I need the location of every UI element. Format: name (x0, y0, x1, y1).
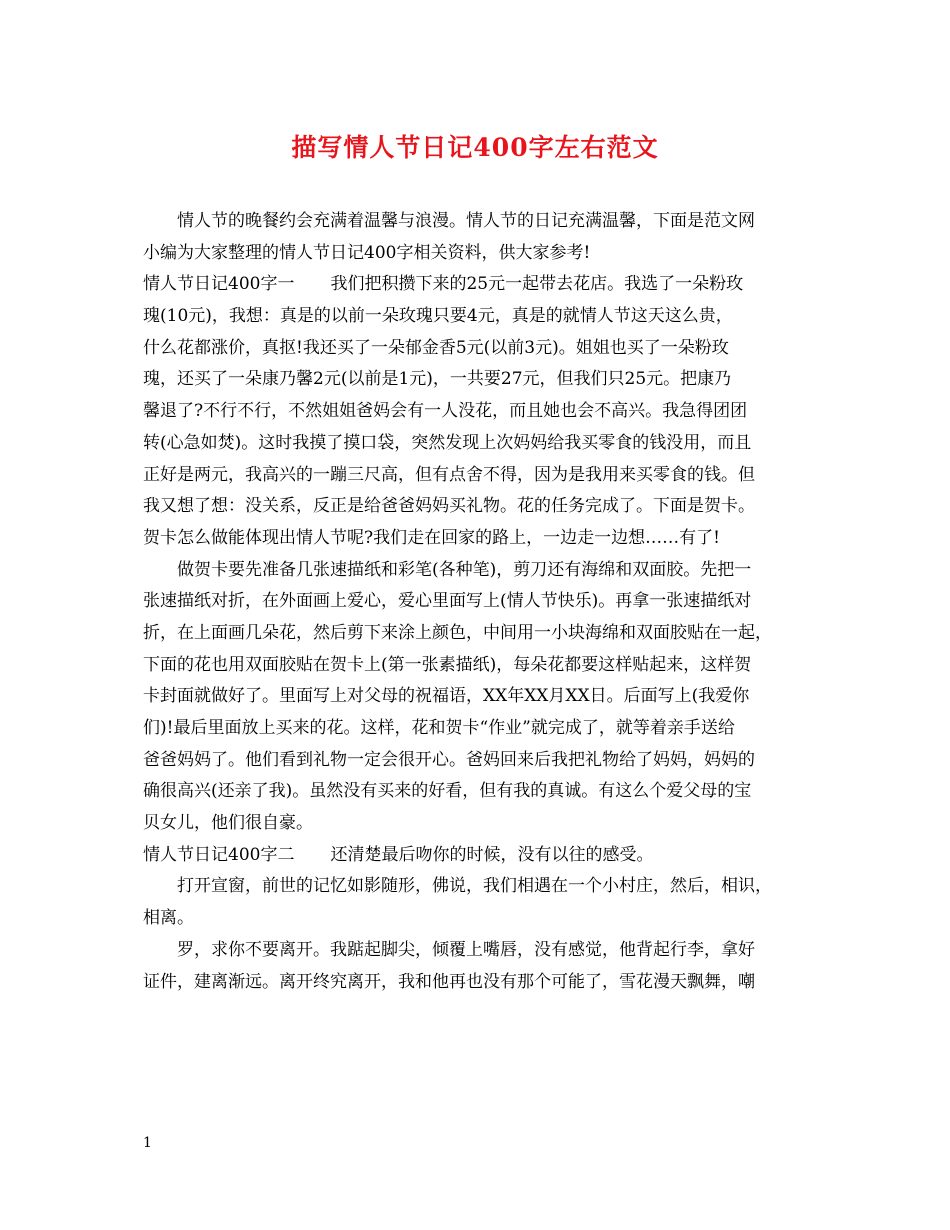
text-line-content: 做贺卡要先准备几张速描纸和彩笔(各种笔)，剪刀还有海绵和双面胶。先把一 (177, 559, 752, 580)
text-line (143, 491, 833, 523)
text-line (143, 808, 833, 840)
text-line-content: 爸爸妈妈了。他们看到礼物一定会很开心。爸妈回来后我把礼物给了妈妈，妈妈的 (143, 749, 755, 770)
text-line (143, 555, 833, 587)
text-line (143, 967, 833, 999)
text-line (143, 935, 833, 967)
text-line-content: 我们把积攒下来的25元一起带去花店。我选了一朵粉玫 (330, 274, 744, 295)
text-line (143, 871, 833, 903)
text-line-content: 张速描纸对折，在外面画上爱心，爱心里面写上(情人节快乐)。再拿一张速描纸对 (143, 591, 752, 612)
text-line-content: 还清楚最后吻你的时候，没有以往的感受。 (330, 844, 654, 865)
text-line-content: 下面的花也用双面胶贴在贺卡上(第一张素描纸)，每朵花都要这样贴起来，这样贺 (143, 654, 752, 675)
text-line (143, 618, 833, 650)
text-line-content: 罗，求你不要离开。我踮起脚尖，倾覆上嘴唇，没有感觉，他背起行李，拿好 (177, 939, 755, 960)
text-line-content: 瑰(10元)，我想：真是的以前一朵玫瑰只要4元，真是的就情人节这天这么贵， (143, 306, 733, 327)
text-line (143, 713, 833, 745)
text-line-content: 转(心急如焚)。这时我摸了摸口袋，突然发现上次妈妈给我买零食的钱没用，而且 (143, 432, 752, 453)
text-line-content: 小编为大家整理的情人节日记400字相关资料，供大家参考! (143, 242, 591, 263)
text-line (143, 460, 833, 492)
text-line (143, 681, 833, 713)
text-line-content: 正好是两元，我高兴的一蹦三尺高，但有点舍不得，因为是我用来买零食的钱。但 (143, 464, 755, 485)
text-line (143, 396, 833, 428)
text-line-content: 什么花都涨价，真抠!我还买了一朵郁金香5元(以前3元)。姐姐也买了一朵粉玫 (143, 337, 729, 358)
text-line-content: 瑰，还买了一朵康乃馨2元(以前是1元)，一共要27元，但我们只25元。把康乃 (143, 369, 732, 390)
text-line-content: 折，在上面画几朵花，然后剪下来涂上颜色，中间用一小块海绵和双面胶贴在一起， (143, 622, 772, 643)
text-line (143, 238, 833, 270)
text-line-content: 打开宣窗，前世的记忆如影随形，佛说，我们相遇在一个小村庄，然后，相识， (177, 876, 772, 897)
text-line (143, 301, 833, 333)
text-line (143, 776, 833, 808)
text-line-content: 我又想了想：没关系，反正是给爸爸妈妈买礼物。花的任务完成了。下面是贺卡。 (143, 496, 755, 517)
text-line-content: 相离。 (143, 908, 194, 929)
document-title: 描写情人节日记400字左右范文 (291, 133, 659, 162)
text-line (143, 745, 833, 777)
document-body (143, 206, 833, 998)
text-line-content: 确很高兴(还亲了我)。虽然没有买来的好看，但有我的真诚。有这么个爱父母的宝 (143, 781, 752, 802)
text-line (143, 650, 833, 682)
text-line-content: 们)!最后里面放上买来的花。这样，花和贺卡“作业”就完成了，就等着亲手送给 (143, 718, 735, 738)
text-line (143, 840, 833, 872)
text-line (143, 903, 833, 935)
text-line-content: 卡封面就做好了。里面写上对父母的祝福语，XX年XX月XX日。后面写上(我爱你 (143, 686, 750, 707)
text-line (143, 206, 833, 238)
text-line (143, 269, 833, 301)
text-line-content: 情人节的晚餐约会充满着温馨与浪漫。情人节的日记充满温馨，下面是范文网 (177, 211, 755, 231)
diary-heading: 情人节日记400字一 (143, 274, 295, 295)
text-line (143, 364, 833, 396)
text-line (143, 333, 833, 365)
text-line (143, 428, 833, 460)
text-line-content: 馨退了?不行不行，不然姐姐爸妈会有一人没花，而且她也会不高兴。我急得团团 (143, 401, 748, 422)
text-line-content: 贝女儿，他们很自豪。 (143, 813, 313, 834)
text-line-content: 贺卡怎么做能体现出情人节呢?我们走在回家的路上，一边走一边想……有了! (143, 527, 720, 548)
page-number: 1 (143, 1135, 152, 1151)
text-line (143, 523, 833, 555)
text-line (143, 586, 833, 618)
diary-heading: 情人节日记400字二 (143, 844, 295, 865)
text-line-content: 证件，建离渐远。离开终究离开，我和他再也没有那个可能了，雪花漫天飘舞，嘲 (143, 971, 755, 992)
